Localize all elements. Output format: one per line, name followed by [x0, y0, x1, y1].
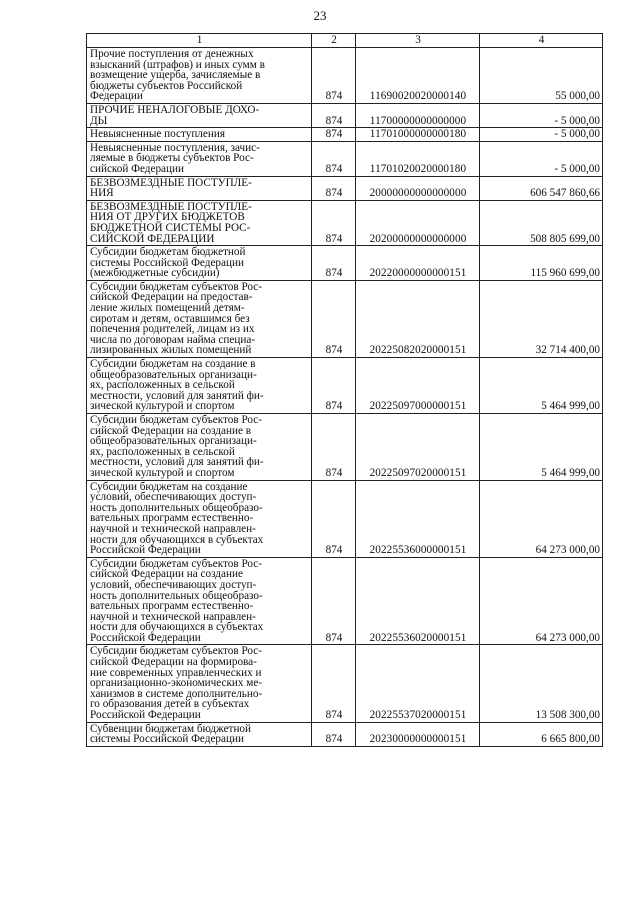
budget-classification-code: 20220000000000151 [356, 246, 480, 281]
table-row [87, 200, 603, 245]
admin-code: 874 [312, 280, 356, 357]
amount: 115 960 699,00 [480, 246, 603, 281]
column-header-3: 3 [356, 34, 480, 48]
description-line: условий, обеспечивающих доступ- [90, 578, 257, 591]
amount: 64 273 000,00 [480, 557, 603, 645]
description-line: Субсидии бюджетам бюджетной [90, 246, 246, 259]
revenue-description [87, 557, 312, 645]
description-line: ние современных управленческих и [90, 666, 262, 679]
description-line: организационно-экономических ме- [90, 677, 263, 690]
description-line: ПРОЧИЕ НЕНАЛОГОВЫЕ ДОХО- [90, 103, 260, 116]
budget-classification-code: 11701020020000180 [356, 141, 480, 176]
description-line: Субсидии бюджетам субъектов Рос- [90, 557, 262, 570]
table-header-row [87, 34, 603, 48]
description-line: БЕЗВОЗМЕЗДНЫЕ ПОСТУПЛЕ- [90, 200, 252, 213]
revenue-description [87, 358, 312, 414]
amount: 5 464 999,00 [480, 358, 603, 414]
revenue-description [87, 141, 312, 176]
description-line: числа по договорам найма специа- [90, 333, 256, 346]
admin-code: 874 [312, 246, 356, 281]
amount: 64 273 000,00 [480, 480, 603, 557]
description-line: Субсидии бюджетам субъектов Рос- [90, 280, 262, 293]
description-line: ность дополнительных общеобразо- [90, 589, 263, 602]
description-line: общеобразовательных организаци- [90, 435, 257, 448]
table-row [87, 48, 603, 104]
budget-classification-code: 20225097000000151 [356, 358, 480, 414]
description-line: ляемые в бюджеты субъектов Рос- [90, 152, 254, 165]
revenue-description [87, 414, 312, 481]
description-line: НИЯ ОТ ДРУГИХ БЮДЖЕТОВ [90, 211, 245, 224]
description-line: го образования детей в субъектах [90, 698, 250, 711]
description-line: сийской Федерации [90, 162, 184, 175]
admin-code: 874 [312, 48, 356, 104]
admin-code: 874 [312, 645, 356, 722]
amount: 606 547 860,66 [480, 176, 603, 200]
table-row [87, 103, 603, 127]
revenue-description [87, 128, 312, 142]
admin-code: 874 [312, 103, 356, 127]
description-line: Российской Федерации [90, 709, 201, 722]
description-line: ности для обучающихся в субъектах [90, 533, 264, 546]
revenue-description [87, 246, 312, 281]
admin-code: 874 [312, 414, 356, 481]
column-header-1: 1 [87, 34, 312, 48]
table-row [87, 280, 603, 357]
description-line: (межбюджетные субсидии) [90, 267, 220, 280]
amount: - 5 000,00 [480, 103, 603, 127]
table-row [87, 722, 603, 746]
description-line: ление жилых помещений детям- [90, 302, 245, 315]
description-line: сийской Федерации на формирова- [90, 656, 257, 669]
description-line: Прочие поступления от денежных [90, 48, 254, 60]
table-row [87, 246, 603, 281]
table-row [87, 128, 603, 142]
description-line: условий, обеспечивающих доступ- [90, 491, 257, 504]
description-line: Невыясненные поступления [90, 128, 225, 141]
amount: 13 508 300,00 [480, 645, 603, 722]
budget-classification-code: 20230000000000151 [356, 722, 480, 746]
description-line: научной и технической направлен- [90, 610, 256, 623]
budget-classification-code: 20225536020000151 [356, 557, 480, 645]
table-body [87, 48, 603, 747]
description-line: взысканий (штрафов) и иных сумм в [90, 58, 265, 71]
revenue-description [87, 200, 312, 245]
description-line: ханизмов в системе дополнительно- [90, 687, 263, 700]
description-line: сийской Федерации на создание [90, 568, 243, 581]
description-line: Субсидии бюджетам на создание в [90, 358, 256, 371]
description-line: ности для обучающихся в субъектах [90, 621, 264, 634]
description-line: возмещение ущерба, зачисляемые в [90, 69, 261, 82]
revenue-description [87, 103, 312, 127]
page-number: 23 [313, 8, 327, 23]
table-row [87, 480, 603, 557]
table-row [87, 358, 603, 414]
amount: 32 714 400,00 [480, 280, 603, 357]
admin-code: 874 [312, 200, 356, 245]
budget-classification-code: 20225097020000151 [356, 414, 480, 481]
admin-code: 874 [312, 176, 356, 200]
budget-classification-code: 20200000000000000 [356, 200, 480, 245]
description-line: местности, условий для занятий фи- [90, 456, 264, 469]
table-row [87, 557, 603, 645]
amount: - 5 000,00 [480, 128, 603, 142]
admin-code: 874 [312, 480, 356, 557]
budget-classification-code: 20225537020000151 [356, 645, 480, 722]
revenue-description [87, 280, 312, 357]
description-line: местности, условий для занятий фи- [90, 389, 264, 402]
description-line: Российской Федерации [90, 544, 201, 557]
description-line: БЮДЖЕТНОЙ СИСТЕМЫ РОС- [90, 221, 251, 234]
description-line: бюджеты субъектов Российской [90, 79, 243, 92]
description-line: ность дополнительных общеобразо- [90, 501, 263, 514]
description-line: ях, расположенных в сельской [90, 379, 235, 392]
description-line: общеобразовательных организаци- [90, 368, 257, 381]
budget-classification-code: 11701000000000180 [356, 128, 480, 142]
admin-code: 874 [312, 557, 356, 645]
description-line: попечения родителей, лицам из их [90, 323, 255, 336]
admin-code: 874 [312, 128, 356, 142]
amount: 6 665 800,00 [480, 722, 603, 746]
table-row [87, 176, 603, 200]
admin-code: 874 [312, 358, 356, 414]
amount: - 5 000,00 [480, 141, 603, 176]
description-line: вательных программ естественно- [90, 600, 254, 613]
table-row [87, 414, 603, 481]
budget-classification-code: 20000000000000000 [356, 176, 480, 200]
amount: 55 000,00 [480, 48, 603, 104]
description-line: НИЯ [90, 187, 114, 200]
budget-classification-code: 11690020020000140 [356, 48, 480, 104]
description-line: вательных программ естественно- [90, 512, 254, 525]
description-line: зической культурой и спортом [90, 466, 235, 479]
description-line: системы Российской Федерации [90, 256, 244, 269]
amount: 5 464 999,00 [480, 414, 603, 481]
description-line: зической культурой и спортом [90, 400, 235, 413]
description-line: Субсидии бюджетам субъектов Рос- [90, 645, 262, 658]
column-header-2: 2 [312, 34, 356, 48]
description-line: лизированных жилых помещений [90, 344, 252, 357]
description-line: сийской Федерации на создание в [90, 424, 251, 437]
table-row [87, 645, 603, 722]
budget-classification-code: 20225536000000151 [356, 480, 480, 557]
revenue-description [87, 48, 312, 104]
revenue-description [87, 480, 312, 557]
description-line: системы Российской Федерации [90, 733, 244, 746]
budget-revenue-table [86, 33, 603, 747]
amount: 508 805 699,00 [480, 200, 603, 245]
description-line: БЕЗВОЗМЕЗДНЫЕ ПОСТУПЛЕ- [90, 176, 252, 189]
description-line: сийской Федерации на предостав- [90, 291, 253, 304]
revenue-description [87, 645, 312, 722]
description-line: сиротам и детям, оставшимся без [90, 312, 250, 325]
description-line: ДЫ [90, 114, 108, 127]
description-line: Российской Федерации [90, 631, 201, 644]
description-line: Невыясненные поступления, зачис- [90, 141, 260, 154]
budget-classification-code: 11700000000000000 [356, 103, 480, 127]
description-line: научной и технической направлен- [90, 522, 256, 535]
description-line: Субвенции бюджетам бюджетной [90, 722, 252, 735]
budget-classification-code: 20225082020000151 [356, 280, 480, 357]
admin-code: 874 [312, 722, 356, 746]
table-row [87, 141, 603, 176]
description-line: Федерации [90, 90, 143, 103]
column-header-4: 4 [480, 34, 603, 48]
description-line: Субсидии бюджетам на создание [90, 480, 248, 493]
description-line: СИЙСКОЙ ФЕДЕРАЦИИ [90, 232, 215, 245]
admin-code: 874 [312, 141, 356, 176]
description-line: ях, расположенных в сельской [90, 445, 235, 458]
revenue-description [87, 176, 312, 200]
description-line: Субсидии бюджетам субъектов Рос- [90, 414, 262, 426]
revenue-description [87, 722, 312, 746]
